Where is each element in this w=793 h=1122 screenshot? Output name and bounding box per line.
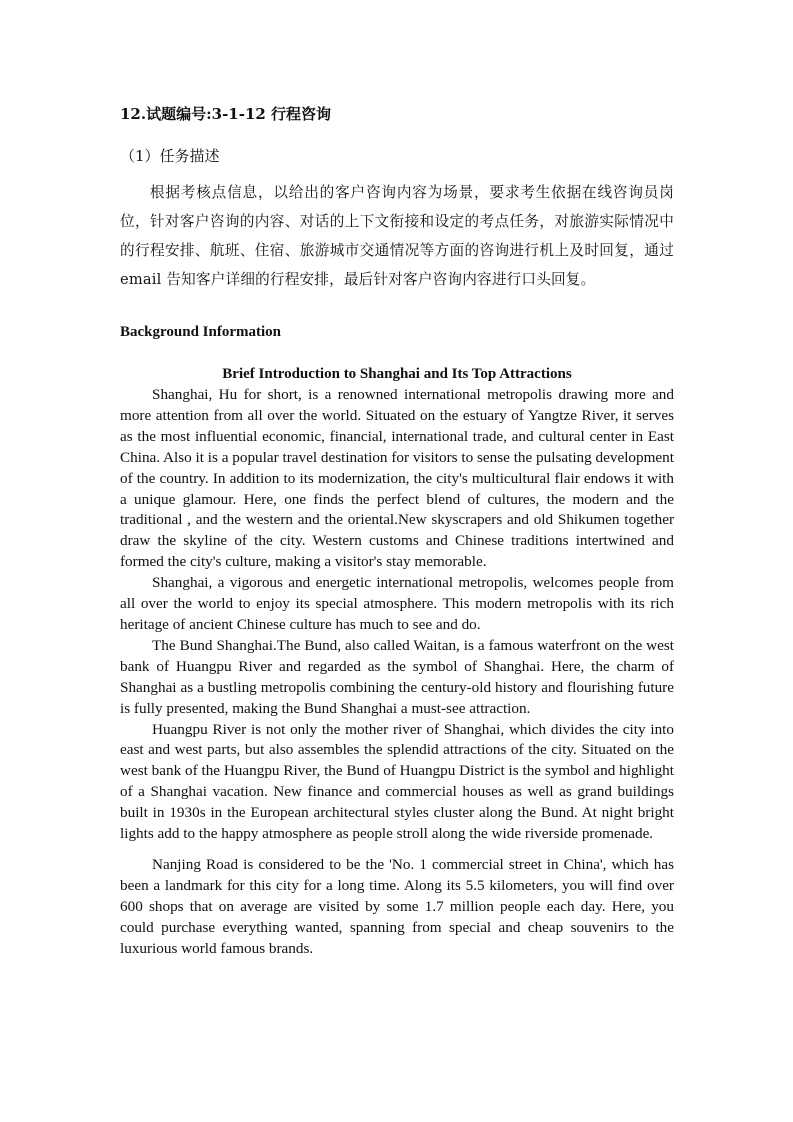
paragraph-intro: Shanghai, Hu for short, is a renowned international metropolis drawing more and more attention from all over the world. Situated on the estuary of Yangtze River, it serves as the most influential economic, financial, international trade, and cultural center in East China. Also it is a popular travel destination for visitors to sense the pulsating development of the country. In addition to its modernization, the city's multicultural flair endows it with a unique glamour. Here, one finds the perfect blend of cultures, the modern and the traditional , and the western and the oriental.New skyscrapers and old Shikumen together draw the skyline of the city. Western customs and Chinese traditions intertwined and formed the city's culture, making a visitor's stay memorable. <box>120 386 674 571</box>
paragraph-nanjing-road: Nanjing Road is considered to be the 'No. 1 commercial street in China', which has been a landmark for this city for a long time. Along its 5.5 kilometers, you will find over 600 shops that on average are visited by some 1.7 million people each day. Here, you could purchase everything wanted, spanning from special and cheap souvenirs to the luxurious world famous brands. <box>120 855 674 957</box>
paragraph-bund: The Bund Shanghai.The Bund, also called Waitan, is a famous waterfront on the west bank of Huangpu River and regarded as the symbol of Shanghai. Here, the charm of Shanghai as a bustling metropolis combining the century-old history and flourishing future is fully presented, making the Bund Shanghai a must-see attraction. <box>120 636 674 717</box>
task-subheading: （1）任务描述 <box>120 147 220 165</box>
article-title: Brief Introduction to Shanghai and Its Top Attractions <box>222 366 572 382</box>
task-description: 根据考核点信息，以给出的客户咨询内容为场景，要求考生依据在线咨询员岗位，针对客户咨询的内容、对话的上下文衔接和设定的考点任务，对旅游实际情况中的行程安排、航班、住宿、旅游城市交通情况等方面的咨询进行机上及时回复，通过 email 告知客户详细的行程安排，最后针对客户咨询内容进行口头回复。 <box>120 184 674 288</box>
background-label: Background Information <box>120 324 282 340</box>
paragraph-metropolis: Shanghai, a vigorous and energetic international metropolis, welcomes people from all over the world to enjoy its special atmosphere. This modern metropolis with its rich heritage of ancient Chinese culture has much to see and do. <box>120 574 674 633</box>
question-heading: 12.试题编号:3-1-12 行程咨询 <box>120 105 332 123</box>
article-body <box>120 385 674 959</box>
paragraph-huangpu-river: Huangpu River is not only the mother river of Shanghai, which divides the city into east and west parts, but also assembles the splendid attractions of the city. Situated on the west bank of the Huangpu River, the Bund of Huangpu District is the symbol and highlight of a Shanghai vacation. New finance and commercial houses as well as grand buildings built in 1930s in the European architectural styles cluster along the Bund. At night bright lights add to the happy atmosphere as people stroll along the wide riverside promenade. <box>120 720 674 843</box>
